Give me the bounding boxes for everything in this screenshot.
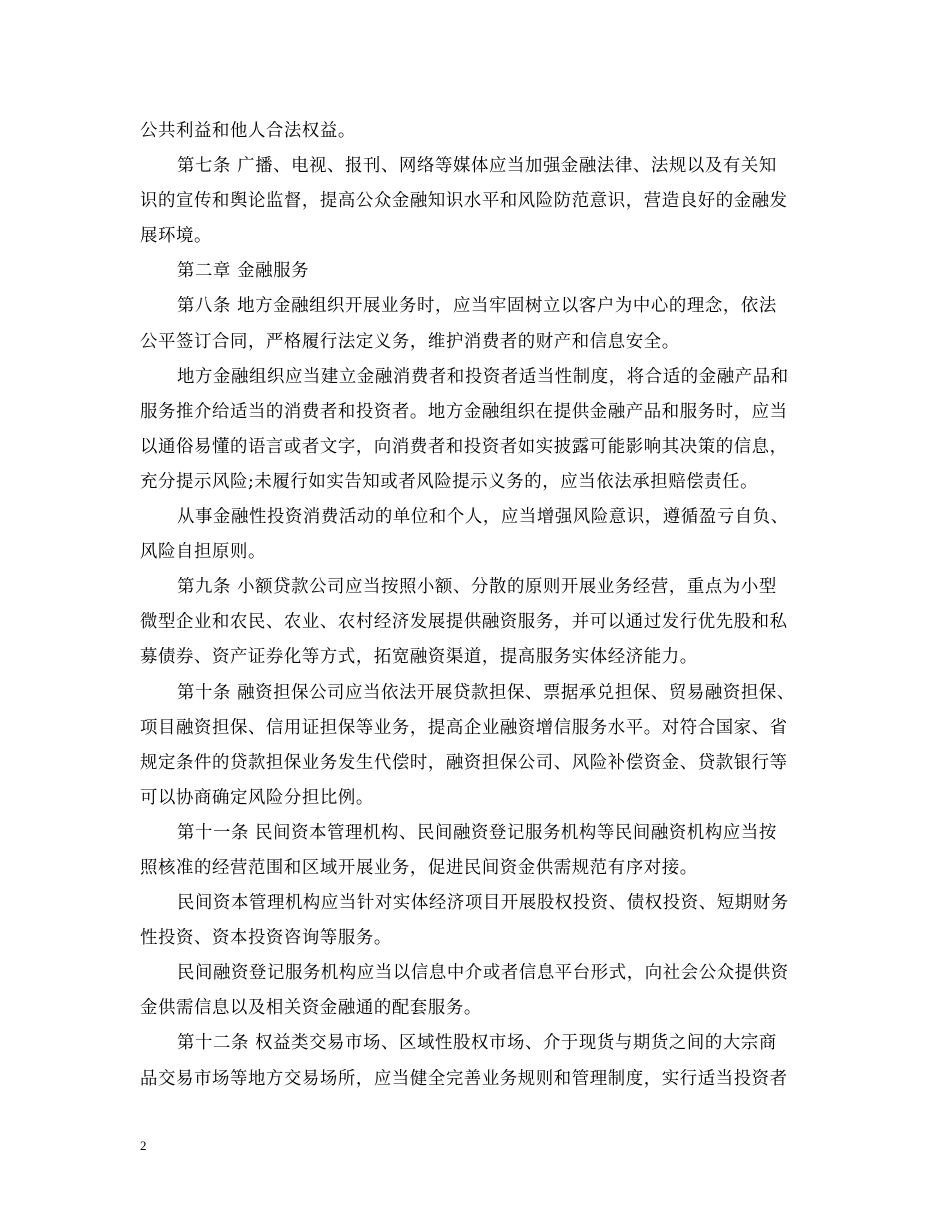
text-line: 展环境。 <box>140 226 212 247</box>
document-body <box>140 114 812 1097</box>
text-line: 以通俗易懂的语言或者文字，向消费者和投资者如实披露可能影响其决策的信息， <box>140 436 788 457</box>
text-line: 服务推介给适当的消费者和投资者。地方金融组织在提供金融产品和服务时，应当 <box>140 401 788 422</box>
text-line: 公共利益和他人合法权益。 <box>140 121 356 141</box>
text-line: 募债券、资产证券化等方式，拓宽融资渠道，提高服务实体经济能力。 <box>140 647 698 668</box>
text-line: 第十二条 权益类交易市场、区域性股权市场、介于现货与期货之间的大宗商 <box>177 1033 777 1054</box>
text-line: 金供需信息以及相关资金融通的配套服务。 <box>140 998 482 1019</box>
text-line: 民间资本管理机构应当针对实体经济项目开展股权投资、债权投资、短期财务 <box>177 893 789 914</box>
text-line: 第十条 融资担保公司应当依法开展贷款担保、票据承兑担保、贸易融资担保、 <box>177 682 795 703</box>
page-number: 2 <box>140 1138 147 1153</box>
text-line: 性投资、资本投资咨询等服务。 <box>140 928 392 949</box>
text-line: 充分提示风险;未履行如实告知或者风险提示义务的，应当依法承担赔偿责任。 <box>140 471 759 492</box>
text-line: 第七条 广播、电视、报刊、网络等媒体应当加强金融法律、法规以及有关知 <box>177 156 777 177</box>
text-line: 公平签订合同，严格履行法定义务，维护消费者的财产和信息安全。 <box>140 331 680 352</box>
text-line: 第八条 地方金融组织开展业务时，应当牢固树立以客户为中心的理念，依法 <box>177 296 777 317</box>
text-line: 项目融资担保、信用证担保等业务，提高企业融资增信服务水平。对符合国家、省 <box>140 717 788 738</box>
text-line: 识的宣传和舆论监督，提高公众金融知识水平和风险防范意识，营造良好的金融发 <box>140 191 788 212</box>
text-line: 品交易市场等地方交易场所，应当健全完善业务规则和管理制度，实行适当投资者 <box>140 1068 788 1089</box>
text-line: 风险自担原则。 <box>140 542 266 563</box>
text-line: 第十一条 民间资本管理机构、民间融资登记服务机构等民间融资机构应当按 <box>177 822 777 843</box>
text-line: 第九条 小额贷款公司应当按照小额、分散的原则开展业务经营，重点为小型 <box>177 577 777 598</box>
text-line: 民间融资登记服务机构应当以信息中介或者信息平台形式，向社会公众提供资 <box>177 963 789 984</box>
text-line: 可以协商确定风险分担比例。 <box>140 787 374 808</box>
text-line: 规定条件的贷款担保业务发生代偿时，融资担保公司、风险补偿资金、贷款银行等 <box>140 752 788 773</box>
text-line: 第二章 金融服务 <box>177 261 310 282</box>
text-line: 地方金融组织应当建立金融消费者和投资者适当性制度，将合适的金融产品和 <box>177 366 789 387</box>
text-line: 照核准的经营范围和区域开展业务，促进民间资金供需规范有序对接。 <box>140 857 698 878</box>
text-line: 微型企业和农民、农业、农村经济发展提供融资服务，并可以通过发行优先股和私 <box>140 612 788 633</box>
text-line: 从事金融性投资消费活动的单位和个人，应当增强风险意识，遵循盈亏自负、 <box>177 507 789 528</box>
